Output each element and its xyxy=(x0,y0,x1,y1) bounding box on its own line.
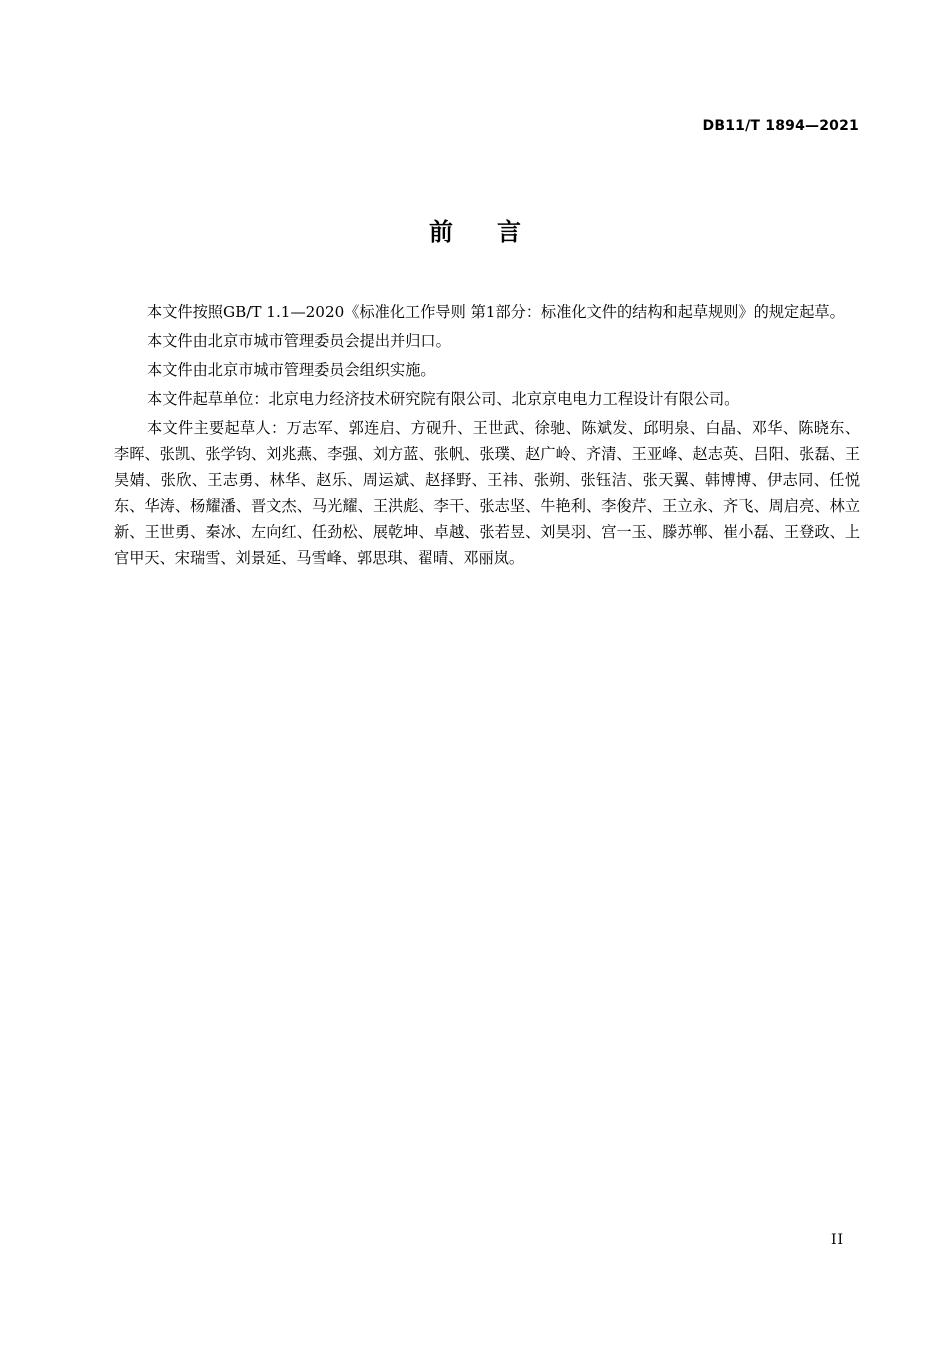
foreword-body xyxy=(114,299,860,574)
paragraph-drafters: 本文件主要起草人：万志军、郭连启、方砚升、王世武、徐驰、陈斌发、邱明泉、白晶、邓华、陈晓东、李晖、张凯、张学钧、刘兆燕、李强、刘方蓝、张帆、张璞、赵广岭、齐清、王亚峰、赵志英、吕阳、张磊、王昊婧、张欣、王志勇、林华、赵乐、周运斌、赵择野、王祎、张朔、张钰洁、张天翼、韩博博、伊志同、任悦东、华涛、杨耀潘、晋文杰、马光耀、王洪彪、李干、张志坚、牛艳利、李俊芹、王立永、齐飞、周启亮、林立新、王世勇、秦冰、左向红、任劲松、展乾坤、卓越、张若昱、刘昊羽、宫一玉、滕苏郸、崔小磊、王登政、上官甲天、宋瑞雪、刘景延、马雪峰、郭思琪、翟晴、邓丽岚。 xyxy=(114,419,860,567)
section-title: 前言 xyxy=(429,218,565,246)
page-number: II xyxy=(830,1232,844,1248)
paragraph-implementer: 本文件由北京市城市管理委员会组织实施。 xyxy=(147,361,436,379)
document-code: DB11/T 1894—2021 xyxy=(702,118,859,134)
paragraph-drafting-rules: 本文件按照GB/T 1.1—2020《标准化工作导则 第1部分：标准化文件的结构和起草规则》的规定起草。 xyxy=(147,303,845,321)
paragraph-drafting-units: 本文件起草单位：北京电力经济技术研究院有限公司、北京京电电力工程设计有限公司。 xyxy=(147,390,740,408)
paragraph-proposer: 本文件由北京市城市管理委员会提出并归口。 xyxy=(147,332,451,350)
